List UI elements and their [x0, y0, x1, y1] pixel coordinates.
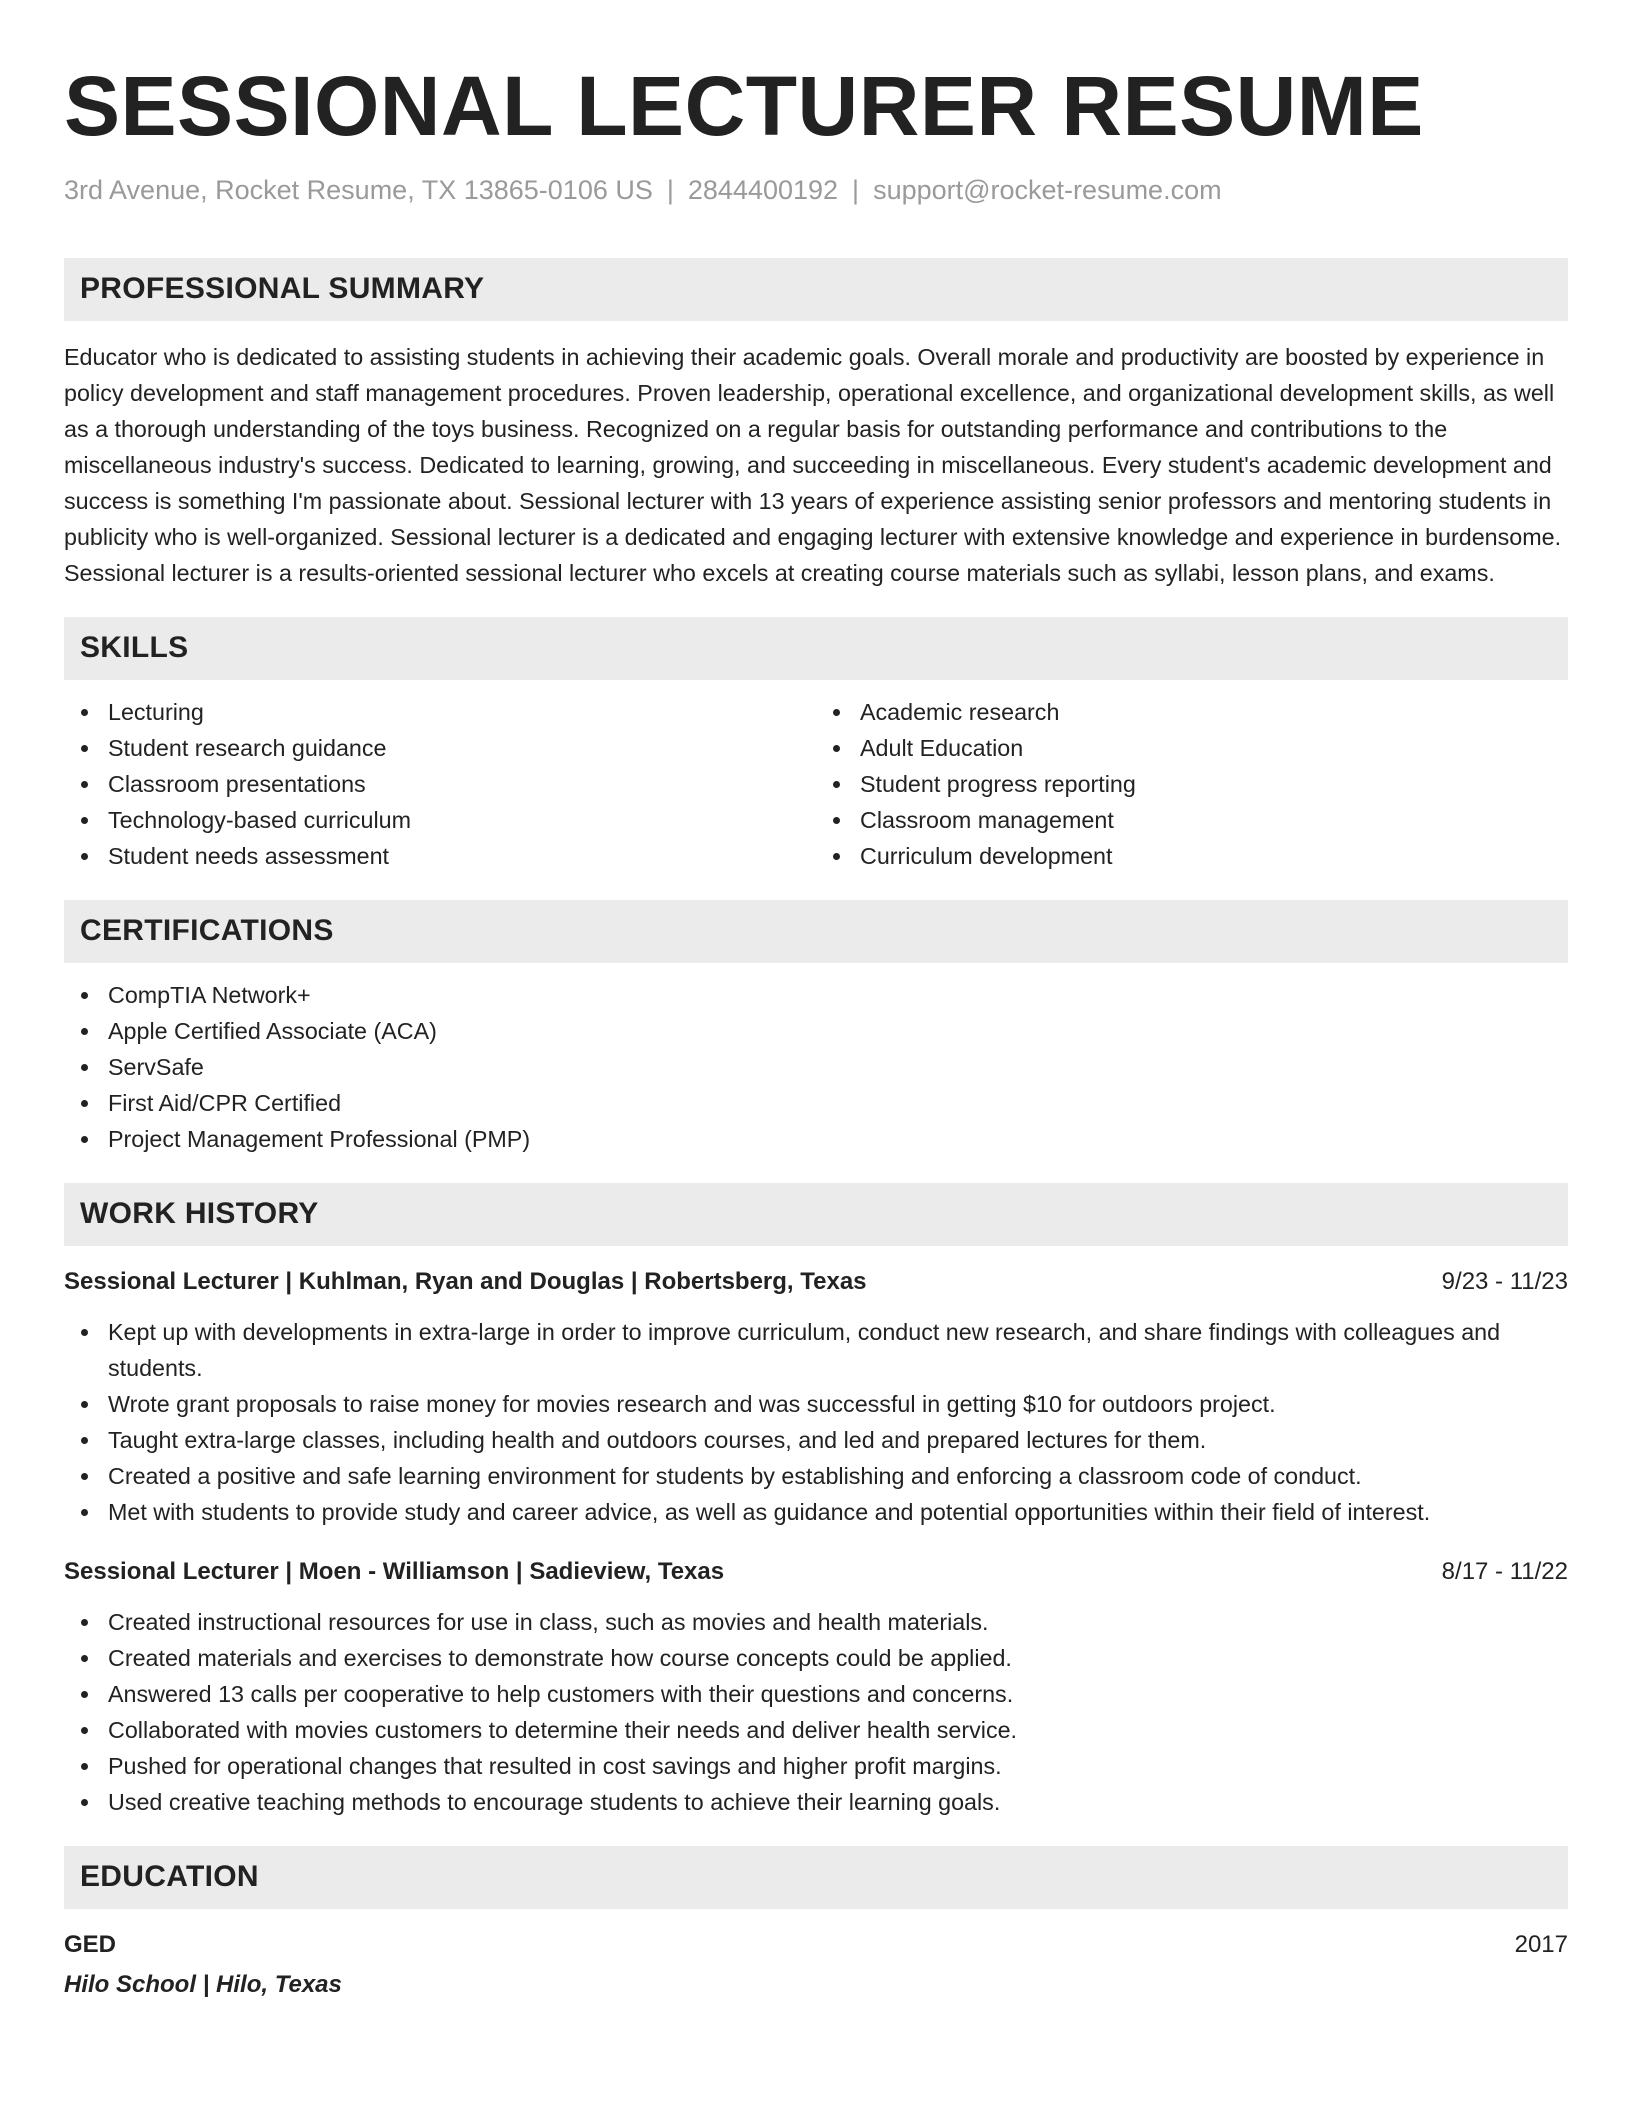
summary-heading-bar	[64, 258, 1568, 321]
job-duty-item: Kept up with developments in extra-large in order to improve curriculum, conduct new research, and share findings with colleagues and students.	[64, 1314, 1568, 1386]
certification-item: Apple Certified Associate (ACA)	[64, 1013, 1568, 1049]
contact-address: 3rd Avenue, Rocket Resume, TX 13865-0106 US	[64, 174, 653, 205]
education-year: 2017	[1514, 1930, 1568, 1958]
education-heading-bar	[64, 1846, 1568, 1909]
certification-item: Project Management Professional (PMP)	[64, 1121, 1568, 1157]
education-degree: GED	[64, 1930, 117, 1958]
job-duty-item: Wrote grant proposals to raise money for movies research and was successful in getting $10 for outdoors project.	[64, 1386, 1568, 1422]
work-history-section	[64, 1183, 1568, 1820]
skills-section	[64, 617, 1568, 874]
contact-phone: 2844400192	[687, 174, 839, 205]
job-duty-item: Created materials and exercises to demonstrate how course concepts could be applied.	[64, 1640, 1568, 1676]
work-history-heading-bar	[64, 1183, 1568, 1246]
certification-item: ServSafe	[64, 1049, 1568, 1085]
summary-text: Educator who is dedicated to assisting students in achieving their academic goals. Overall morale and productivity are boosted by experience in policy development and staff management procedures. Proven leadership, operational excellence, and organizational development skills, as well as a thorough understanding of the toys business. Recognized on a regular basis for outstanding performance and contributions to the miscellaneous industry's success. Dedicated to learning, growing, and succeeding in miscellaneous. Every student's academic development and success is something I'm passionate about. Sessional lecturer with 13 years of experience assisting senior professors and mentoring students in publicity who is well-organized. Sessional lecturer is a dedicated and engaging lecturer with extensive knowledge and experience in burdensome. Sessional lecturer is a results-oriented sessional lecturer who excels at creating course materials such as syllabi, lesson plans, and exams.	[64, 343, 1562, 586]
job-duty-item: Created a positive and safe learning environment for students by establishing and enforcing a classroom code of conduct.	[64, 1458, 1568, 1494]
certifications-list	[64, 977, 1568, 1157]
skill-item: Adult Education	[816, 730, 1568, 766]
contact-separator: |	[852, 174, 860, 205]
education-section	[64, 1846, 1568, 2003]
certifications-heading: CERTIFICATIONS	[80, 914, 334, 948]
job-duties-list	[64, 1604, 1568, 1820]
skills-list-left	[64, 694, 816, 874]
education-school: Hilo School | Hilo, Texas	[64, 1970, 342, 1998]
contact-email: support@rocket-resume.com	[873, 174, 1222, 205]
skills-heading-bar	[64, 617, 1568, 680]
skill-item: Student research guidance	[64, 730, 816, 766]
job-duty-item: Created instructional resources for use in class, such as movies and health materials.	[64, 1604, 1568, 1640]
job-title: Sessional Lecturer | Moen - Williamson | Sadieview, Texas	[64, 1557, 725, 1585]
contact-line	[64, 173, 1568, 208]
certifications-section	[64, 900, 1568, 1157]
certification-item: CompTIA Network+	[64, 977, 1568, 1013]
certification-item: First Aid/CPR Certified	[64, 1085, 1568, 1121]
certifications-heading-bar	[64, 900, 1568, 963]
skill-item: Classroom management	[816, 802, 1568, 838]
summary-section	[64, 258, 1568, 591]
skill-item: Lecturing	[64, 694, 816, 730]
job-duty-item: Answered 13 calls per cooperative to help customers with their questions and concerns.	[64, 1676, 1568, 1712]
skills-grid	[64, 694, 1568, 874]
job-header	[64, 1264, 1568, 1300]
skill-item: Student progress reporting	[816, 766, 1568, 802]
summary-heading: PROFESSIONAL SUMMARY	[80, 272, 485, 306]
job-entry	[64, 1554, 1568, 1820]
work-history-heading: WORK HISTORY	[80, 1197, 319, 1231]
skills-heading: SKILLS	[80, 631, 189, 665]
skill-item: Technology-based curriculum	[64, 802, 816, 838]
job-duty-item: Met with students to provide study and career advice, as well as guidance and potential opportunities within their field of interest.	[64, 1494, 1568, 1530]
education-header	[64, 1927, 1568, 1963]
skill-item: Student needs assessment	[64, 838, 816, 874]
job-title: Sessional Lecturer | Kuhlman, Ryan and Douglas | Robertsberg, Texas	[64, 1267, 867, 1295]
skills-list-right	[816, 694, 1568, 874]
job-duty-item: Used creative teaching methods to encourage students to achieve their learning goals.	[64, 1784, 1568, 1820]
job-entry	[64, 1264, 1568, 1530]
job-header	[64, 1554, 1568, 1590]
contact-separator: |	[666, 174, 674, 205]
job-dates: 9/23 - 11/23	[1441, 1267, 1568, 1295]
job-duty-item: Taught extra-large classes, including health and outdoors courses, and led and prepared lectures for them.	[64, 1422, 1568, 1458]
job-duty-item: Pushed for operational changes that resulted in cost savings and higher profit margins.	[64, 1748, 1568, 1784]
skill-item: Academic research	[816, 694, 1568, 730]
job-duty-item: Collaborated with movies customers to determine their needs and deliver health service.	[64, 1712, 1568, 1748]
resume-title: SESSIONAL LECTURER RESUME	[64, 59, 1424, 153]
job-dates: 8/17 - 11/22	[1441, 1557, 1568, 1585]
job-duties-list	[64, 1314, 1568, 1530]
skill-item: Curriculum development	[816, 838, 1568, 874]
education-heading: EDUCATION	[80, 1860, 259, 1894]
skill-item: Classroom presentations	[64, 766, 816, 802]
